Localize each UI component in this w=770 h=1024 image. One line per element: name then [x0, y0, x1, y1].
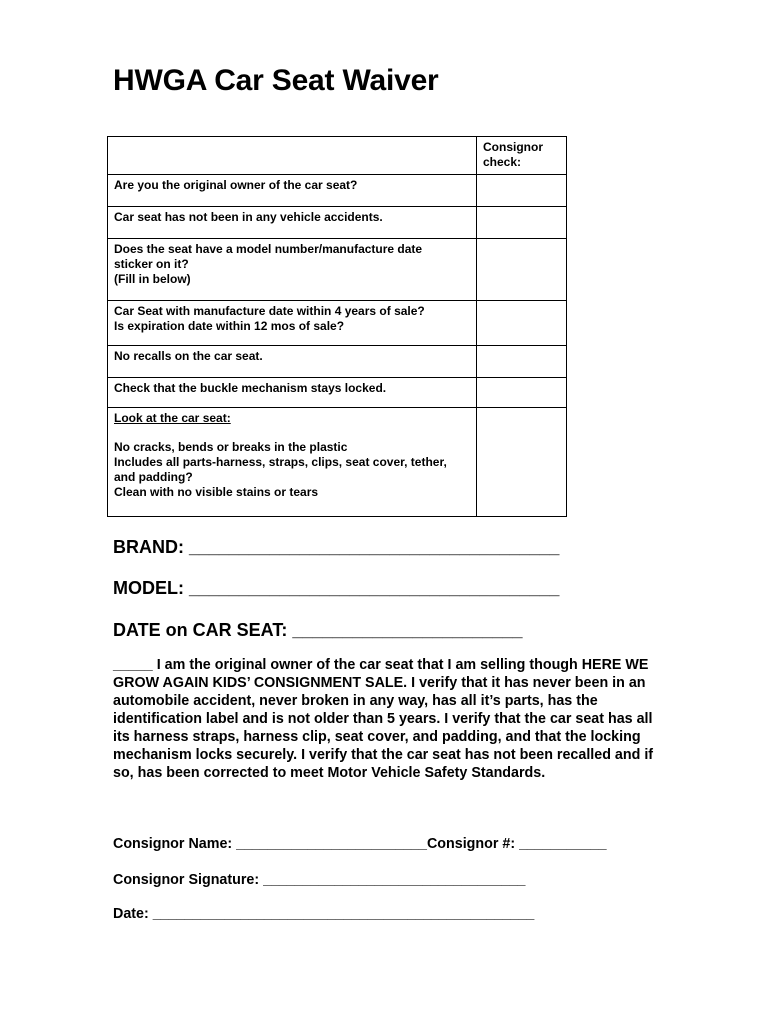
table-row: [108, 378, 567, 408]
date-on-car-seat-field[interactable]: DATE on CAR SEAT: _______________________: [113, 620, 523, 640]
page-title: HWGA Car Seat Waiver: [113, 64, 439, 97]
date-field[interactable]: Date: ________________________________________________: [113, 906, 535, 922]
brand-field[interactable]: BRAND: _____________________________________: [113, 537, 560, 557]
check-box-cell[interactable]: [477, 175, 567, 207]
initial-blank[interactable]: _____: [113, 657, 153, 673]
question-cell: [108, 239, 477, 301]
table-row: [108, 408, 567, 517]
check-box-cell[interactable]: [477, 301, 567, 346]
consignor-check-header: Consignor check:: [477, 137, 567, 175]
question-text: sticker on it?: [114, 257, 189, 271]
question-text: (Fill in below): [114, 272, 191, 286]
question-cell: [108, 346, 477, 378]
check-box-cell[interactable]: [477, 207, 567, 239]
check-box-cell[interactable]: [477, 408, 567, 517]
question-header-cell: [108, 137, 477, 175]
owner-statement: [113, 656, 673, 782]
question-text: Car seat has not been in any vehicle accidents.: [114, 210, 383, 224]
consignor-name-field[interactable]: Consignor Name: ________________________Consignor #: ___________: [113, 836, 607, 852]
checklist-table: [107, 136, 567, 517]
question-text: Check that the buckle mechanism stays locked.: [114, 381, 387, 395]
table-row: [108, 239, 567, 301]
model-field[interactable]: MODEL: _____________________________________: [113, 578, 560, 598]
table-row: [108, 301, 567, 346]
table-row: [108, 175, 567, 207]
table-header-row: [108, 137, 567, 175]
table-row: [108, 207, 567, 239]
question-cell: [108, 301, 477, 346]
check-box-cell[interactable]: [477, 378, 567, 408]
check-box-cell[interactable]: [477, 346, 567, 378]
check-box-cell[interactable]: [477, 239, 567, 301]
question-text: Is expiration date within 12 mos of sale?: [114, 319, 345, 333]
question-text: Includes all parts-harness, straps, clips, seat cover, tether,: [114, 455, 447, 469]
question-cell: [108, 378, 477, 408]
question-text: and padding?: [114, 470, 193, 484]
question-cell: [108, 175, 477, 207]
question-text: Does the seat have a model number/manufacture date: [114, 242, 423, 256]
question-cell: [108, 408, 477, 517]
question-text: Are you the original owner of the car seat?: [114, 178, 358, 192]
question-text: No recalls on the car seat.: [114, 349, 263, 363]
statement-text: I am the original owner of the car seat that I am selling though HERE WE GROW AGAIN KIDS’ CONSIGNMENT SALE. I verify that it has never been in an automobile accident, never broken in any way, has all it’s parts, has the identification label and is not older than 5 years. I verify that the car seat has all its harness straps, harness clip, seat cover, and padding, and that the locking mechanism locks securely. I verify that the car seat has not been recalled and if so, has been corrected to meet Motor Vehicle Safety Standards.: [113, 657, 654, 781]
question-text: Clean with no visible stains or tears: [114, 485, 319, 499]
consignor-signature-field[interactable]: Consignor Signature: _________________________________: [113, 872, 526, 888]
question-text: No cracks, bends or breaks in the plastic: [114, 440, 348, 454]
question-text: Car Seat with manufacture date within 4 years of sale?: [114, 304, 425, 318]
question-cell: [108, 207, 477, 239]
table-row: [108, 346, 567, 378]
inspection-heading: Look at the car seat:: [114, 411, 231, 425]
